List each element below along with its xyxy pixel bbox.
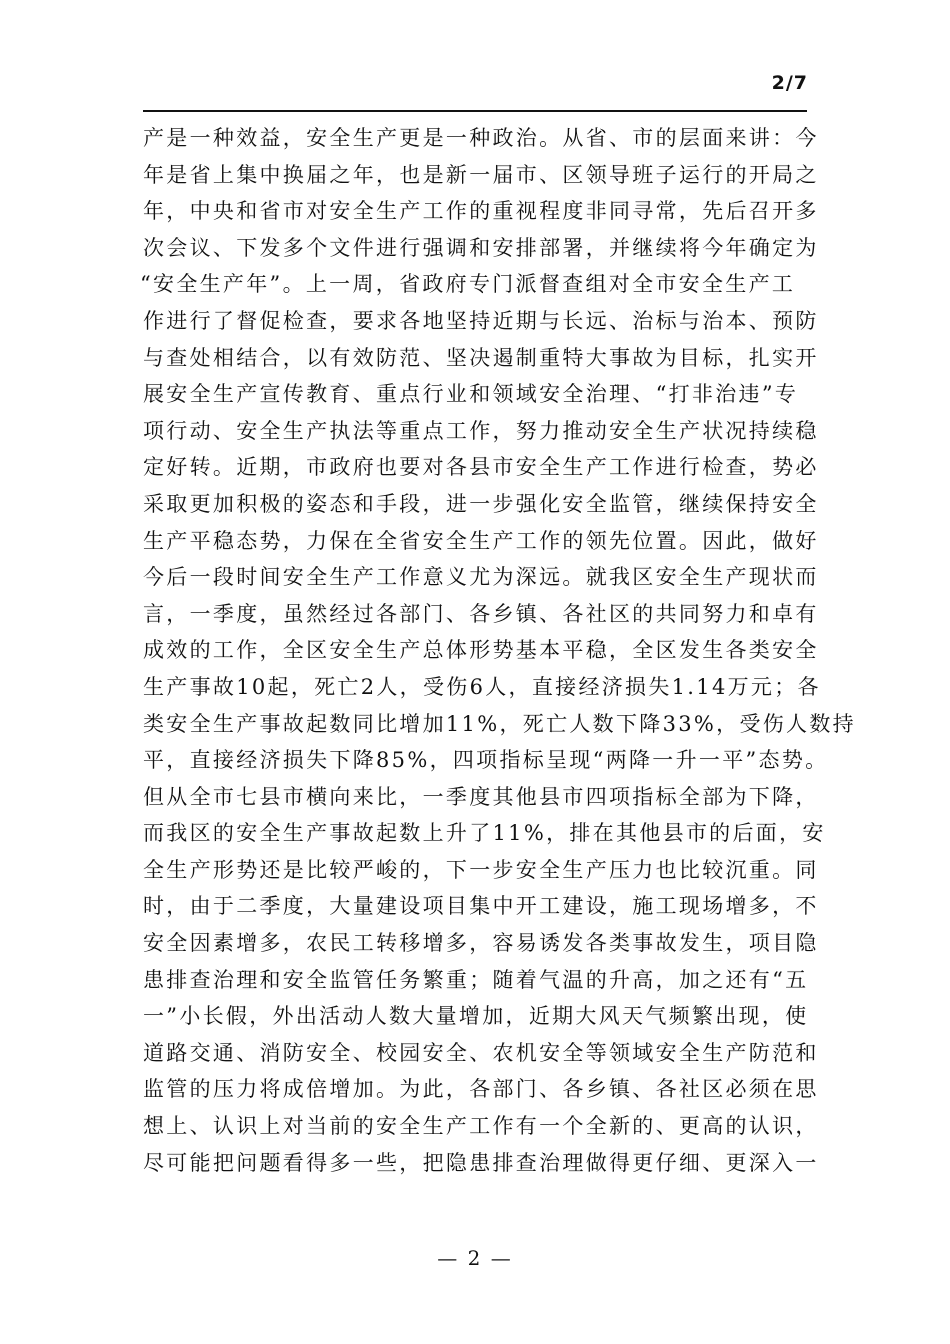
body-line: “安全生产年”。上一周，省政府专门派督查组对全市安全生产工 bbox=[140, 272, 796, 297]
document-body bbox=[140, 120, 856, 1181]
body-line: 时，由于二季度，大量建设项目集中开工建设，施工现场增多，不 bbox=[143, 894, 819, 919]
body-line: 年是省上集中换届之年，也是新一届市、区领导班子运行的开局之 bbox=[143, 162, 819, 187]
body-line: 想上、认识上对当前的安全生产工作有一个全新的、更高的认识， bbox=[143, 1114, 819, 1139]
body-line: 成效的工作，全区安全生产总体形势基本平稳，全区发生各类安全 bbox=[143, 638, 819, 663]
body-line: 道路交通、消防安全、校园安全、农机安全等领域安全生产防范和 bbox=[143, 1040, 819, 1065]
body-line: 安全因素增多，农民工转移增多，容易诱发各类事故发生，项目隐 bbox=[143, 931, 819, 956]
body-line: 生产事故10起，死亡2人，受伤6人，直接经济损失1.14万元；各 bbox=[143, 674, 821, 699]
body-line: 次会议、下发多个文件进行强调和安排部署，并继续将今年确定为 bbox=[143, 235, 819, 260]
body-line: 但从全市七县市横向来比，一季度其他县市四项指标全部为下降， bbox=[143, 784, 819, 809]
body-line: 项行动、安全生产执法等重点工作，努力推动安全生产状况持续稳 bbox=[143, 418, 819, 443]
footer-page-number: — 2 — bbox=[437, 1246, 513, 1270]
body-line: 与查处相结合，以有效防范、坚决遏制重特大事故为目标，扎实开 bbox=[143, 345, 819, 370]
body-line: 产是一种效益，安全生产更是一种政治。从省、市的层面来讲：今 bbox=[143, 126, 819, 150]
body-line: 生产平稳态势，力保在全省安全生产工作的领先位置。因此，做好 bbox=[143, 528, 819, 553]
body-line: 而我区的安全生产事故起数上升了11%，排在其他县市的后面，安 bbox=[143, 821, 826, 846]
body-line: 全生产形势还是比较严峻的，下一步安全生产压力也比较沉重。同 bbox=[143, 857, 819, 882]
body-line: 类安全生产事故起数同比增加11%，死亡人数下降33%，受伤人数持 bbox=[143, 711, 856, 736]
header-rule bbox=[143, 110, 807, 112]
body-line: 平，直接经济损失下降85%，四项指标呈现“两降一升一平”态势。 bbox=[143, 748, 829, 773]
body-line: 言，一季度，虽然经过各部门、各乡镇、各社区的共同努力和卓有 bbox=[143, 601, 819, 626]
body-line: 一”小长假，外出活动人数大量增加，近期大风天气频繁出现，使 bbox=[143, 1004, 809, 1029]
body-line: 作进行了督促检查，要求各地坚持近期与长远、治标与治本、预防 bbox=[143, 308, 819, 333]
body-line: 尽可能把问题看得多一些，把隐患排查治理做得更仔细、更深入一 bbox=[143, 1150, 819, 1175]
body-line: 患排查治理和安全监管任务繁重；随着气温的升高，加之还有“五 bbox=[143, 967, 809, 992]
body-line: 年，中央和省市对安全生产工作的重视程度非同寻常，先后召开多 bbox=[143, 199, 819, 224]
body-line: 采取更加积极的姿态和手段，进一步强化安全监管，继续保持安全 bbox=[143, 491, 819, 516]
page-indicator: 2/7 bbox=[771, 72, 808, 94]
body-line: 展安全生产宣传教育、重点行业和领域安全治理、“打非治违”专 bbox=[143, 382, 799, 407]
body-line: 定好转。近期，市政府也要对各县市安全生产工作进行检查，势必 bbox=[143, 455, 819, 480]
body-line: 监管的压力将成倍增加。为此，各部门、各乡镇、各社区必须在思 bbox=[143, 1077, 819, 1102]
body-line: 今后一段时间安全生产工作意义尤为深远。就我区安全生产现状而 bbox=[143, 565, 819, 590]
